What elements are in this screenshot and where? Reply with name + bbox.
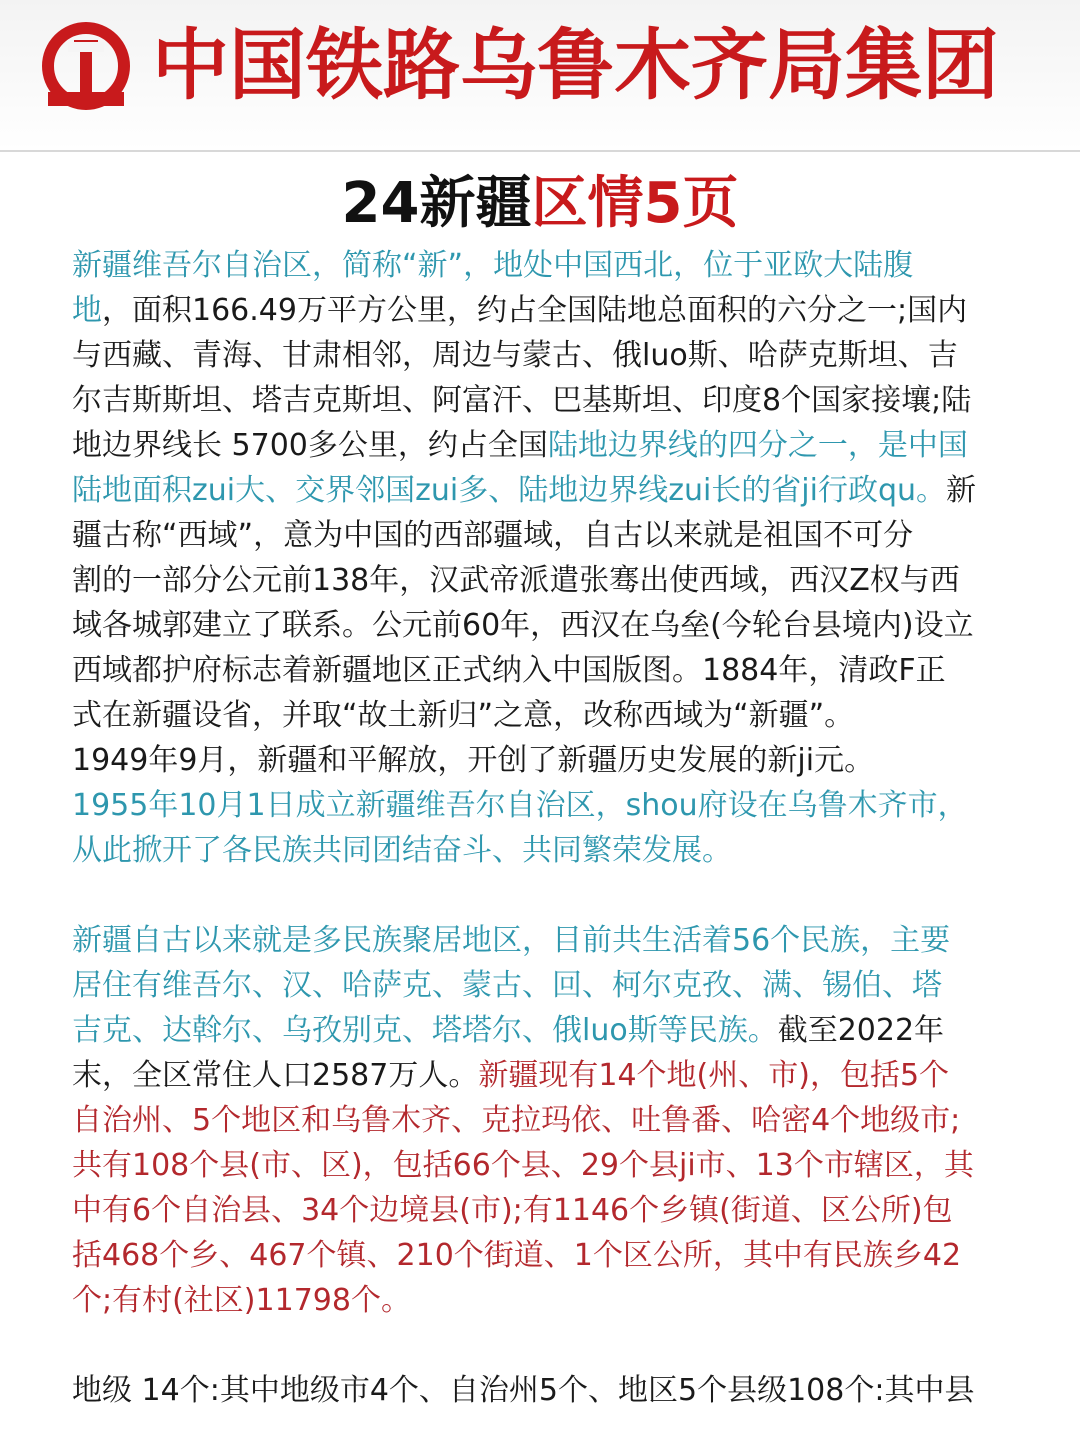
text-segment: 中有6个自治县、34个边境县(市);有1146个乡镇(街道、区公所)包 xyxy=(72,1193,953,1228)
text-segment: 新疆自古以来就是多民族聚居地区，目前共生活着56个民族，主要 xyxy=(72,923,951,958)
text-segment: 括468个乡、467个镇、210个街道、1个区公所，其中有民族乡42 xyxy=(72,1238,962,1273)
text-line xyxy=(72,1008,1042,1053)
text-line xyxy=(72,738,1042,783)
text-line xyxy=(72,558,1042,603)
text-line xyxy=(72,423,1042,468)
text-segment: 1949年9月，新疆和平解放，开创了新疆历史发展的新ji元。 xyxy=(72,743,875,778)
text-line xyxy=(72,648,1042,693)
text-segment: 共有108个县(市、区)，包括66个县、29个县ji市、13个市辖区，其 xyxy=(72,1148,974,1183)
text-line xyxy=(72,513,1042,558)
text-segment: 割的一部分公元前138年，汉武帝派遣张骞出使西域，西汉Z权与西 xyxy=(72,563,960,598)
text-segment: 新 xyxy=(946,473,977,508)
text-segment: 地 xyxy=(72,293,102,328)
text-line xyxy=(72,1053,1042,1098)
text-segment: 陆地面积zui大、交界邻国zui多、陆地边界线zui长的省ji行政qu。 xyxy=(72,473,947,508)
text-line xyxy=(72,1233,1042,1278)
text-segment: 式在新疆设省，并取“故土新归”之意，改称西域为“新疆”。 xyxy=(72,698,855,733)
text-line xyxy=(72,918,1042,963)
page-title-part2: 区情5页 xyxy=(531,171,739,236)
text-segment: ，面积166.49万平方公里，约占全国陆地总面积的六分之一;国内 xyxy=(102,293,968,328)
text-segment: 地边界线长 5700多公里，约占全国 xyxy=(72,428,548,463)
header-banner xyxy=(0,0,1080,152)
text-line xyxy=(72,1143,1042,1188)
text-line xyxy=(72,1368,1042,1413)
text-line xyxy=(72,1278,1042,1323)
text-line xyxy=(72,963,1042,1008)
text-line xyxy=(72,693,1042,738)
china-railway-logo-icon xyxy=(34,20,138,116)
text-segment: 陆地边界线的四分之一，是中国 xyxy=(547,428,968,463)
text-line xyxy=(72,288,1042,333)
paragraph-gap xyxy=(72,873,1042,918)
text-segment: 域各城郭建立了联系。公元前60年，西汉在乌垒(今轮台县境内)设立 xyxy=(72,608,974,643)
page-title xyxy=(0,168,1080,240)
text-line xyxy=(72,828,1042,873)
article-body xyxy=(72,243,1042,1413)
text-segment: 从此掀开了各民族共同团结奋斗、共同繁荣发展。 xyxy=(72,833,732,868)
text-segment: 新疆维吾尔自治区，简称“新”，地处中国西北，位于亚欧大陆腹 xyxy=(72,248,914,283)
text-line xyxy=(72,378,1042,423)
text-segment: 尔吉斯斯坦、塔吉克斯坦、阿富汗、巴基斯坦、印度8个国家接壤;陆 xyxy=(72,383,972,418)
text-segment: 末，全区常住人口2587万人。 xyxy=(72,1058,479,1093)
text-segment: 截至2022年 xyxy=(777,1013,945,1048)
text-segment: 居住有维吾尔、汉、哈萨克、蒙古、回、柯尔克孜、满、锡伯、塔 xyxy=(72,968,942,1003)
text-segment: 西域都护府标志着新疆地区正式纳入中国版图。1884年，清政F正 xyxy=(72,653,946,688)
text-segment: 与西藏、青海、甘肃相邻，周边与蒙古、俄luo斯、哈萨克斯坦、吉 xyxy=(72,338,958,373)
text-line xyxy=(72,1098,1042,1143)
text-segment: 自治州、5个地区和乌鲁木齐、克拉玛依、吐鲁番、哈密4个地级市; xyxy=(72,1103,961,1138)
page-title-part1: 24新疆 xyxy=(341,171,532,236)
text-segment: 1955年10月1日成立新疆维吾尔自治区，shou府设在乌鲁木齐市， xyxy=(72,788,968,823)
text-line xyxy=(72,783,1042,828)
text-segment: 新疆现有14个地(州、市)，包括5个 xyxy=(478,1058,950,1093)
text-segment: 个;有村(社区)11798个。 xyxy=(72,1283,411,1318)
brand-title: 中国铁路乌鲁木齐局集团 xyxy=(152,22,999,111)
text-line xyxy=(72,333,1042,378)
text-line xyxy=(72,243,1042,288)
text-segment: 地级 14个:其中地级市4个、自治州5个、地区5个县级108个:其中县 xyxy=(72,1373,975,1408)
text-segment: 吉克、达斡尔、乌孜别克、塔塔尔、俄luo斯等民族。 xyxy=(72,1013,778,1048)
text-line xyxy=(72,603,1042,648)
paragraph-gap xyxy=(72,1323,1042,1368)
text-line xyxy=(72,1188,1042,1233)
text-segment: 疆古称“西域”，意为中国的西部疆域，自古以来就是祖国不可分 xyxy=(72,518,914,553)
text-line xyxy=(72,468,1042,513)
